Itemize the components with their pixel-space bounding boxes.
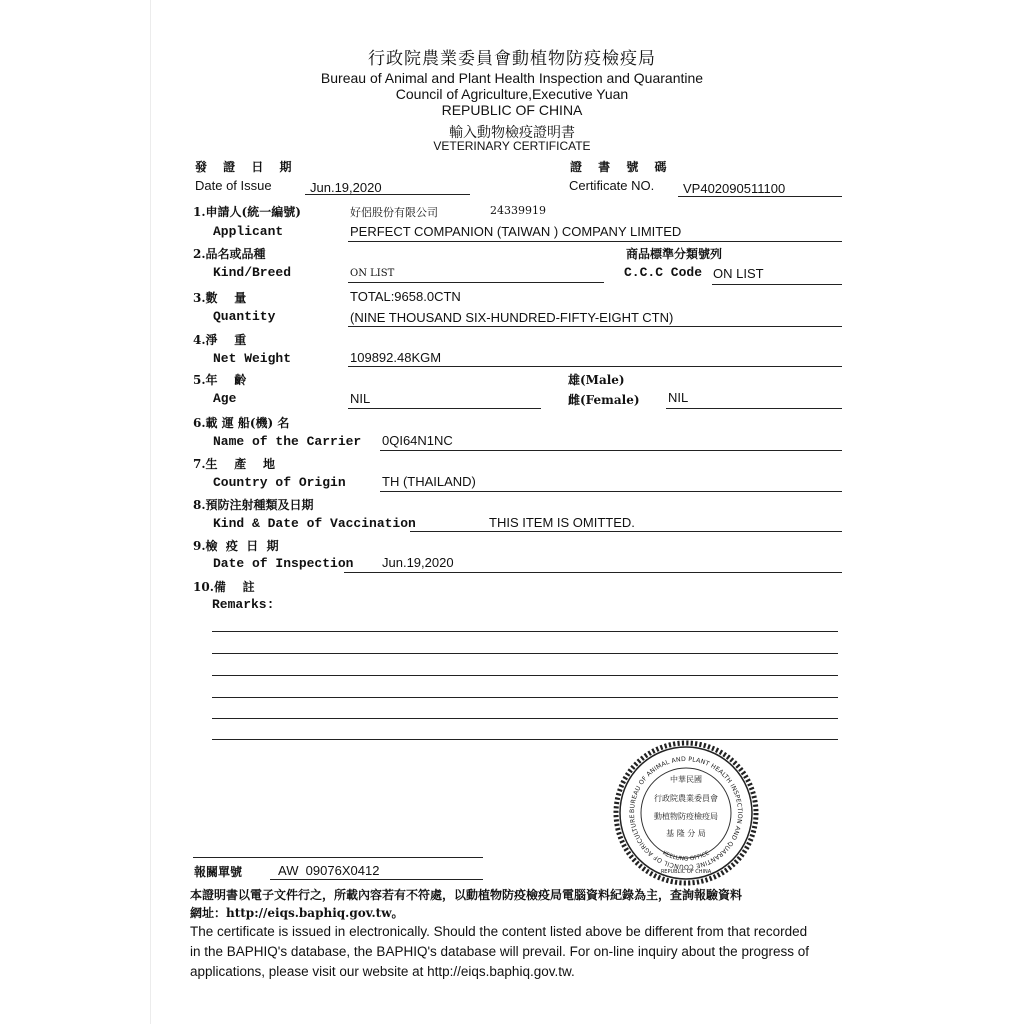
weight-value: 109892.48KGM (350, 350, 442, 365)
sex-value: NIL (668, 390, 689, 405)
vaccination-label: Kind & Date of Vaccination (213, 516, 416, 531)
declaration-label: 報關單號 (194, 865, 243, 879)
footer-note-zh-2: 網址：http://eiqs.baphiq.gov.tw。 (190, 906, 404, 920)
vaccination-label-zh: 8.預防注射種類及日期 (193, 498, 314, 512)
inspection-label: Date of Inspection (213, 556, 354, 571)
remarks-line (212, 718, 838, 719)
agency-title-en-2: Council of Agriculture,Executive Yuan (395, 86, 629, 102)
seal-ring-text: BUREAU OF ANIMAL AND PLANT HEALTH INSPECTION AND QUARANTINE COUNCIL OF AGRICULTURE (628, 755, 744, 871)
footer-note-en-3: applications, please visit our website at http://eiqs.baphiq.gov.tw. (190, 964, 575, 979)
agency-title-en-3: REPUBLIC OF CHINA (441, 102, 583, 118)
remarks-line (212, 675, 838, 676)
applicant-label-zh: 1.申請人(統一編號) (193, 205, 301, 219)
declaration-value: AW 09076X0412 (278, 863, 380, 878)
carrier-value: 0QI64N1NC (382, 433, 453, 448)
applicant-name-zh: 好侶股份有限公司 (350, 206, 438, 219)
seal-office: KEELUNG OFFICE (661, 850, 711, 863)
vaccination-value: THIS ITEM IS OMITTED. (489, 515, 635, 530)
footer-note-zh-1: 本證明書以電子文件行之，所載內容若有不符處，以動植物防疫檢疫局電腦資料紀錄為主，查詢報驗資料 (190, 888, 743, 902)
applicant-id: 24339919 (490, 204, 546, 217)
quantity-label: Quantity (213, 309, 276, 324)
issue-date-label-zh: 發 證 日 期 (195, 160, 298, 174)
seal-line-4: 基 隆 分 局 (666, 829, 706, 838)
weight-label-zh: 4.淨 重 (193, 333, 247, 347)
age-value: NIL (350, 391, 371, 406)
origin-label: Country of Origin (213, 475, 346, 490)
seal-line-2: 行政院農業委員會 (654, 794, 718, 803)
female-label: 雌(Female) (568, 393, 640, 407)
issue-date-label: Date of Issue (195, 178, 272, 193)
origin-label-zh: 7.生 產 地 (193, 457, 275, 471)
age-label-zh: 5.年 齡 (193, 373, 247, 387)
carrier-label: Name of the Carrier (213, 434, 362, 449)
ccc-value: ON LIST (713, 266, 764, 281)
quantity-label-zh: 3.數 量 (193, 291, 247, 305)
certificate-title-zh: 輸入動物檢疫證明書 (449, 125, 575, 141)
remarks-label-zh: 10.備 註 (193, 580, 255, 594)
ccc-label: C.C.C Code (624, 265, 703, 280)
certificate-title-en: VETERINARY CERTIFICATE (433, 139, 591, 153)
origin-value: TH (THAILAND) (382, 474, 476, 489)
seal-line-1: 中華民國 (670, 775, 702, 784)
certificate-no-label-zh: 證 書 號 碼 (570, 160, 673, 174)
quantity-words: (NINE THOUSAND SIX-HUNDRED-FIFTY-EIGHT CTN) (350, 310, 674, 325)
issue-date-value: Jun.19,2020 (310, 180, 382, 195)
remarks-label: Remarks: (212, 597, 275, 612)
kind-value: ON LIST (350, 268, 395, 279)
kind-label-zh: 2.品名或品種 (193, 247, 266, 261)
ccc-label-zh: 商品標準分類號列 (626, 247, 723, 261)
weight-label: Net Weight (213, 351, 292, 366)
seal-line-3: 動植物防疫檢疫局 (654, 812, 718, 821)
remarks-line (212, 653, 838, 654)
male-label: 雄(Male) (568, 373, 625, 387)
quantity-total: TOTAL:9658.0CTN (350, 289, 461, 304)
kind-label: Kind/Breed (213, 265, 292, 280)
remarks-line (212, 631, 838, 632)
official-seal (613, 740, 759, 886)
remarks-line (212, 697, 838, 698)
seal-country: REPUBLIC OF CHINA (660, 869, 712, 875)
applicant-label: Applicant (213, 224, 284, 239)
carrier-label-zh: 6.載 運 船(機) 名 (193, 416, 290, 430)
footer-note-en-2: in the BAPHIQ's database, the BAPHIQ's database will prevail. For on-line inquiry about the progress of (190, 944, 809, 959)
age-label: Age (213, 391, 237, 406)
page-edge (150, 0, 151, 1024)
agency-title-en-1: Bureau of Animal and Plant Health Inspection and Quarantine (320, 70, 704, 86)
footer-note-en-1: The certificate is issued in electronically. Should the content listed above be different from that recorded (190, 924, 808, 939)
inspection-value: Jun.19,2020 (382, 555, 454, 570)
inspection-label-zh: 9.檢 疫 日 期 (193, 539, 279, 553)
certificate-no-value: VP402090511100 (683, 181, 786, 196)
certificate-no-label: Certificate NO. (569, 178, 655, 193)
applicant-value: PERFECT COMPANION (TAIWAN ) COMPANY LIMITED (350, 224, 682, 239)
agency-title-zh: 行政院農業委員會動植物防疫檢疫局 (368, 49, 656, 69)
